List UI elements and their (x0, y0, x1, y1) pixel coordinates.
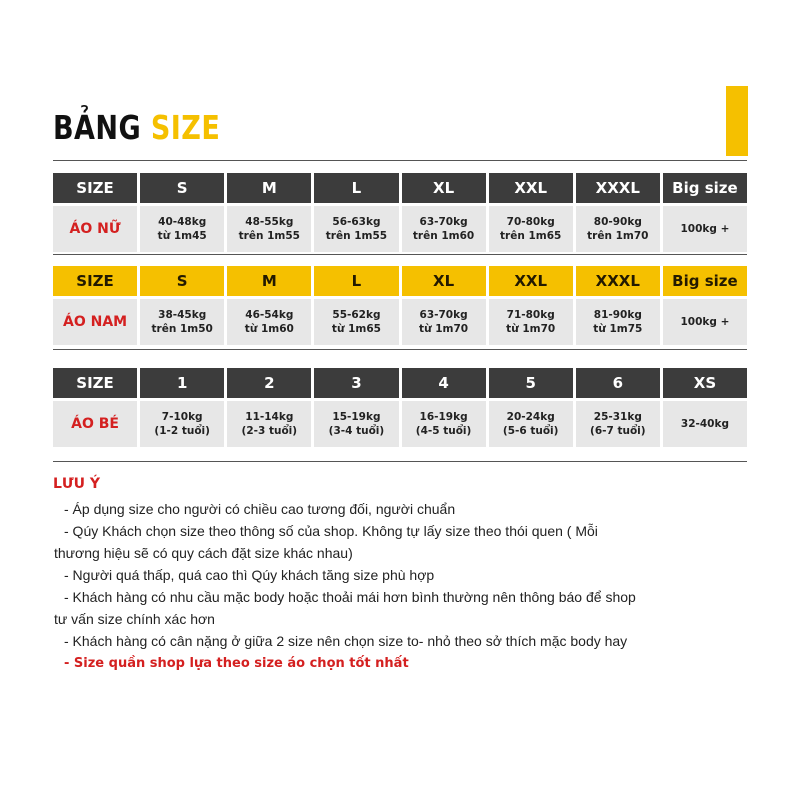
size-value-cell (489, 401, 573, 447)
table-header-row (53, 368, 747, 398)
table-header-row (53, 173, 747, 203)
notes-list (54, 498, 754, 652)
size-value-cell (314, 206, 398, 252)
size-header: XXL (489, 173, 573, 203)
size-value-cell (227, 401, 311, 447)
size-header: XXL (489, 266, 573, 296)
weight-value: 100kg + (680, 223, 730, 235)
weight-value: 70-80kg (506, 216, 555, 228)
accent-bar (726, 86, 748, 156)
size-table-kids (53, 368, 747, 450)
size-header: 4 (402, 368, 486, 398)
table-row (53, 401, 747, 447)
weight-value: 16-19kg (419, 411, 468, 423)
size-header: Big size (663, 266, 747, 296)
size-value-cell (663, 206, 747, 252)
weight-value: 48-55kg (245, 216, 294, 228)
weight-value: 7-10kg (161, 411, 203, 423)
weight-value: 20-24kg (506, 411, 555, 423)
height-value: trên 1m55 (325, 230, 388, 242)
height-value: trên 1m50 (151, 323, 213, 335)
note-item: - Áp dụng size cho người có chiều cao tương đối, người chuẩn (64, 501, 456, 517)
row-label: ÁO BÉ (53, 401, 137, 447)
size-value-cell (402, 299, 486, 345)
size-header: XXXL (576, 173, 660, 203)
table-row (53, 206, 747, 252)
weight-value: 15-19kg (332, 411, 381, 423)
size-header: 2 (227, 368, 311, 398)
table-row (53, 299, 747, 345)
height-value: trên 1m55 (238, 230, 300, 242)
size-header: M (227, 173, 311, 203)
weight-value: 63-70kg (419, 309, 468, 321)
size-value-cell (314, 401, 398, 447)
page-title (53, 108, 220, 147)
size-header: Big size (663, 173, 747, 203)
size-value-cell (576, 401, 660, 447)
height-value: từ 1m65 (331, 323, 381, 335)
weight-value: 63-70kg (419, 216, 468, 228)
height-value: từ 1m60 (244, 323, 294, 335)
size-value-cell (140, 206, 224, 252)
weight-value: 40-48kg (158, 216, 207, 228)
height-value: trên 1m65 (500, 230, 562, 242)
size-header: XL (402, 266, 486, 296)
row-label: ÁO NỮ (53, 206, 137, 252)
header-label: SIZE (53, 368, 137, 398)
note-item: - Khách hàng có cân nặng ở giữa 2 size nên chọn size to- nhỏ theo sở thích mặc body hay (64, 633, 628, 649)
divider-top (53, 160, 747, 161)
weight-value: 56-63kg (332, 216, 381, 228)
age-value: (1-2 tuổi) (154, 425, 210, 437)
note-item: - Qúy Khách chọn size theo thông số của shop. Không tự lấy size theo thói quen ( Mỗi (64, 523, 598, 539)
size-header: 6 (576, 368, 660, 398)
size-value-cell (402, 206, 486, 252)
size-header: 1 (140, 368, 224, 398)
divider (53, 349, 747, 350)
note-item: - Người quá thấp, quá cao thì Qúy khách tăng size phù hợp (64, 567, 435, 583)
note-highlight: - Size quần shop lựa theo size áo chọn tốt nhất (64, 656, 409, 671)
age-value: (6-7 tuổi) (590, 425, 646, 437)
weight-value: 11-14kg (245, 411, 294, 423)
age-value: (5-6 tuổi) (502, 425, 559, 437)
size-value-cell (489, 299, 573, 345)
size-value-cell (227, 299, 311, 345)
size-value-cell (140, 299, 224, 345)
height-value: trên 1m60 (412, 230, 475, 242)
height-value: từ 1m75 (593, 323, 643, 335)
size-value-cell (140, 401, 224, 447)
header-label: SIZE (53, 266, 137, 296)
weight-value: 71-80kg (506, 309, 555, 321)
row-label: ÁO NAM (53, 299, 137, 345)
note-item: tư vấn size chính xác hơn (54, 611, 215, 627)
age-value: (2-3 tuổi) (241, 425, 298, 437)
size-header: 5 (489, 368, 573, 398)
size-table-women (53, 173, 747, 255)
divider (53, 461, 747, 462)
height-value: từ 1m45 (157, 230, 207, 242)
title-word-2: SIZE (150, 108, 221, 147)
size-value-cell (663, 299, 747, 345)
size-value-cell (576, 206, 660, 252)
note-item: thương hiệu sẽ có quy cách đặt size khác nhau) (54, 545, 353, 561)
weight-value: 32-40kg (680, 418, 729, 430)
size-header: S (140, 266, 224, 296)
age-value: (4-5 tuổi) (415, 425, 472, 437)
size-header: XL (402, 173, 486, 203)
height-value: từ 1m70 (506, 323, 556, 335)
size-value-cell (402, 401, 486, 447)
height-value: trên 1m70 (587, 230, 649, 242)
notes-title: LƯU Ý (53, 476, 100, 492)
weight-value: 46-54kg (245, 309, 294, 321)
weight-value: 100kg + (680, 316, 730, 328)
size-value-cell (227, 206, 311, 252)
weight-value: 25-31kg (593, 411, 642, 423)
weight-value: 55-62kg (332, 309, 381, 321)
size-header: M (227, 266, 311, 296)
size-value-cell (663, 401, 747, 447)
size-header: S (140, 173, 224, 203)
weight-value: 80-90kg (593, 216, 642, 228)
header-label: SIZE (53, 173, 137, 203)
table-header-row (53, 266, 747, 296)
size-value-cell (314, 299, 398, 345)
size-table-men (53, 266, 747, 348)
size-value-cell (576, 299, 660, 345)
height-value: từ 1m70 (419, 323, 469, 335)
size-header: 3 (314, 368, 398, 398)
size-header: XS (663, 368, 747, 398)
size-value-cell (489, 206, 573, 252)
weight-value: 81-90kg (593, 309, 642, 321)
weight-value: 38-45kg (158, 309, 207, 321)
size-header: L (314, 173, 398, 203)
size-header: XXXL (576, 266, 660, 296)
title-word-1: BẢNG (53, 108, 142, 147)
divider (53, 254, 747, 255)
note-item: - Khách hàng có nhu cầu mặc body hoặc thoải mái hơn bình thường nên thông báo để shop (64, 589, 636, 605)
size-header: L (314, 266, 398, 296)
age-value: (3-4 tuổi) (328, 425, 385, 437)
